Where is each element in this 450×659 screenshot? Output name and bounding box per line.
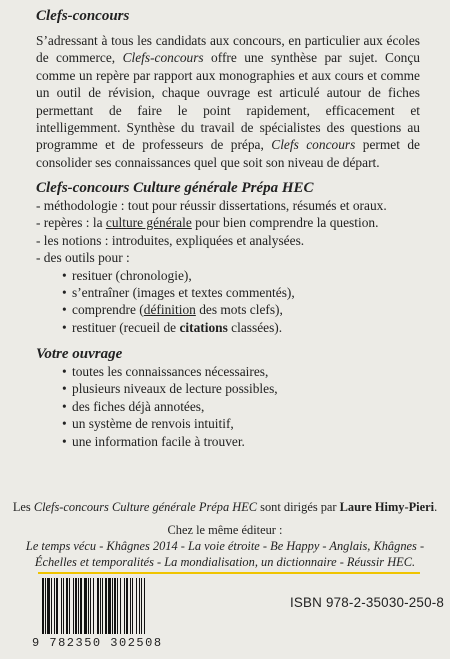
barcode-bar	[80, 578, 82, 634]
barcode-bar	[132, 578, 133, 634]
barcode-bar	[97, 578, 99, 634]
ouvrage-list	[36, 363, 426, 450]
bullet-icon: •	[62, 267, 67, 283]
barcode-bar	[78, 578, 79, 634]
barcode-bar	[73, 578, 74, 634]
feature-reperes-b: pour bien comprendre la question.	[191, 215, 379, 231]
barcode-bar	[63, 578, 64, 634]
barcode-bar	[56, 578, 58, 634]
intro-text-a: S’adressant à tous les candidats aux concours, en particulier aux écoles de commerce,	[36, 33, 420, 66]
feature-reperes-underlined: culture générale	[105, 215, 192, 231]
intro-paragraph	[36, 32, 420, 171]
barcode-bar	[54, 578, 55, 634]
bullet-icon: •	[62, 416, 67, 432]
barcode-bar	[61, 578, 62, 634]
feature-methodologie: - méthodologie : tout pour réussir dissertations, résumés et oraux.	[36, 198, 387, 213]
feature-reperes-a: - repères : la	[36, 215, 106, 231]
feature-outils: - des outils pour :	[36, 250, 130, 266]
credit-suffix: .	[434, 500, 438, 514]
intro-text-c: permet de consolider ses connaissances quel que soit son niveau de départ.	[36, 137, 420, 170]
barcode-bar	[136, 578, 137, 634]
feature-notions: - les notions : introduites, expliquées et analysées.	[36, 232, 305, 248]
heading-culture-generale: Clefs-concours Culture générale Prépa HEC	[36, 180, 314, 196]
series-credit	[0, 500, 450, 515]
publisher-block	[0, 522, 450, 570]
bullet-icon: •	[62, 433, 67, 449]
tool-comprendre-underlined: définition	[143, 302, 196, 318]
barcode-bar	[51, 578, 52, 634]
tool-resituer	[36, 267, 426, 284]
publisher-titles-line1: Le temps vécu - Khâgnes 2014 - La voie étroite - Be Happy - Anglais, Khâgnes -	[25, 539, 425, 553]
isbn-number: ISBN 978-2-35030-250-8	[290, 595, 445, 610]
ouvrage-item-text: toutes les connaissances nécessaires,	[72, 364, 269, 379]
publisher-titles-line2: Échelles et temporalités - La mondialisation, un dictionnaire - Réussir HEC.	[34, 555, 416, 569]
feature-reperes	[36, 214, 426, 231]
bullet-icon: •	[62, 364, 67, 379]
tool-restituer-a: restituer (recueil de	[72, 319, 180, 335]
barcode-bar	[114, 578, 116, 634]
tool-entrainer-text: s’entraîner (images et textes commentés),	[72, 285, 295, 301]
intro-text-b: offre une synthèse par sujet. Conçu comme un repère par rapport aux monographies et aux cours et comme un outil de révision, chaque ouvrage est articulé autour de fiches permettant de faire le point rapidement, efficacement et intelligemment. Synthèse du travail de spécialistes des questions au programme et de professeurs de prépa,	[36, 50, 420, 153]
bullet-icon: •	[62, 285, 67, 301]
tool-comprendre-a: comprendre (	[72, 302, 144, 318]
heading-clefs-concours: Clefs-concours	[36, 8, 130, 24]
barcode-bar	[117, 578, 118, 634]
features-list	[36, 197, 426, 336]
barcode-bar	[139, 578, 140, 634]
bullet-icon: •	[62, 302, 67, 318]
barcode-bar	[126, 578, 128, 634]
ouvrage-item-text: plusieurs niveaux de lecture possibles,	[72, 381, 278, 397]
barcode-bar	[90, 578, 91, 634]
credit-middle: sont dirigés par	[257, 500, 340, 514]
barcode-digits: 9 782350 302508	[32, 636, 163, 650]
barcode-bar	[144, 578, 145, 634]
ouvrage-item	[36, 415, 426, 432]
divider-line	[38, 572, 420, 574]
ouvrage-item-text: un système de renvois intuitif,	[72, 416, 234, 432]
barcode-bar	[45, 578, 46, 634]
barcode-bar	[75, 578, 77, 634]
ouvrage-item	[36, 363, 426, 380]
barcode-bar	[108, 578, 111, 634]
tool-restituer-bold: citations	[179, 319, 228, 335]
tool-comprendre	[36, 301, 426, 318]
barcode-bar	[100, 578, 101, 634]
barcode	[32, 578, 202, 650]
barcode-bar	[69, 578, 70, 634]
barcode-bar	[102, 578, 103, 634]
barcode-bars	[40, 578, 190, 636]
bullet-icon: •	[62, 381, 67, 397]
barcode-bar	[124, 578, 125, 634]
barcode-bar	[120, 578, 121, 634]
barcode-bar	[66, 578, 68, 634]
barcode-bar	[112, 578, 113, 634]
barcode-bar	[47, 578, 50, 634]
intro-series-name-2: Clefs concours	[271, 137, 356, 153]
ouvrage-item	[36, 380, 426, 397]
ouvrage-item	[36, 433, 426, 450]
barcode-bar	[130, 578, 131, 634]
ouvrage-item-text: des fiches déjà annotées,	[72, 398, 205, 414]
barcode-bar	[88, 578, 89, 634]
ouvrage-item	[36, 398, 426, 415]
bullet-icon: •	[62, 319, 67, 335]
credit-prefix: Les	[12, 500, 34, 514]
tool-entrainer	[36, 284, 426, 301]
tool-restituer-b: classées).	[227, 319, 283, 335]
bullet-icon: •	[62, 398, 67, 414]
barcode-bar	[84, 578, 87, 634]
barcode-bar	[141, 578, 142, 634]
intro-series-name: Clefs-concours	[122, 50, 204, 66]
publisher-label: Chez le même éditeur :	[167, 523, 283, 537]
barcode-bar	[93, 578, 94, 634]
credit-director: Laure Himy-Pieri	[339, 500, 435, 514]
barcode-bar	[42, 578, 44, 634]
credit-series: Clefs-concours Culture générale Prépa HEC	[33, 500, 258, 514]
tool-comprendre-b: des mots clefs),	[195, 302, 283, 318]
tool-restituer	[36, 319, 426, 336]
barcode-bar	[105, 578, 107, 634]
tool-resituer-text: resituer (chronologie),	[72, 267, 192, 283]
ouvrage-item-text: une information facile à trouver.	[72, 433, 245, 449]
heading-votre-ouvrage: Votre ouvrage	[36, 346, 123, 362]
